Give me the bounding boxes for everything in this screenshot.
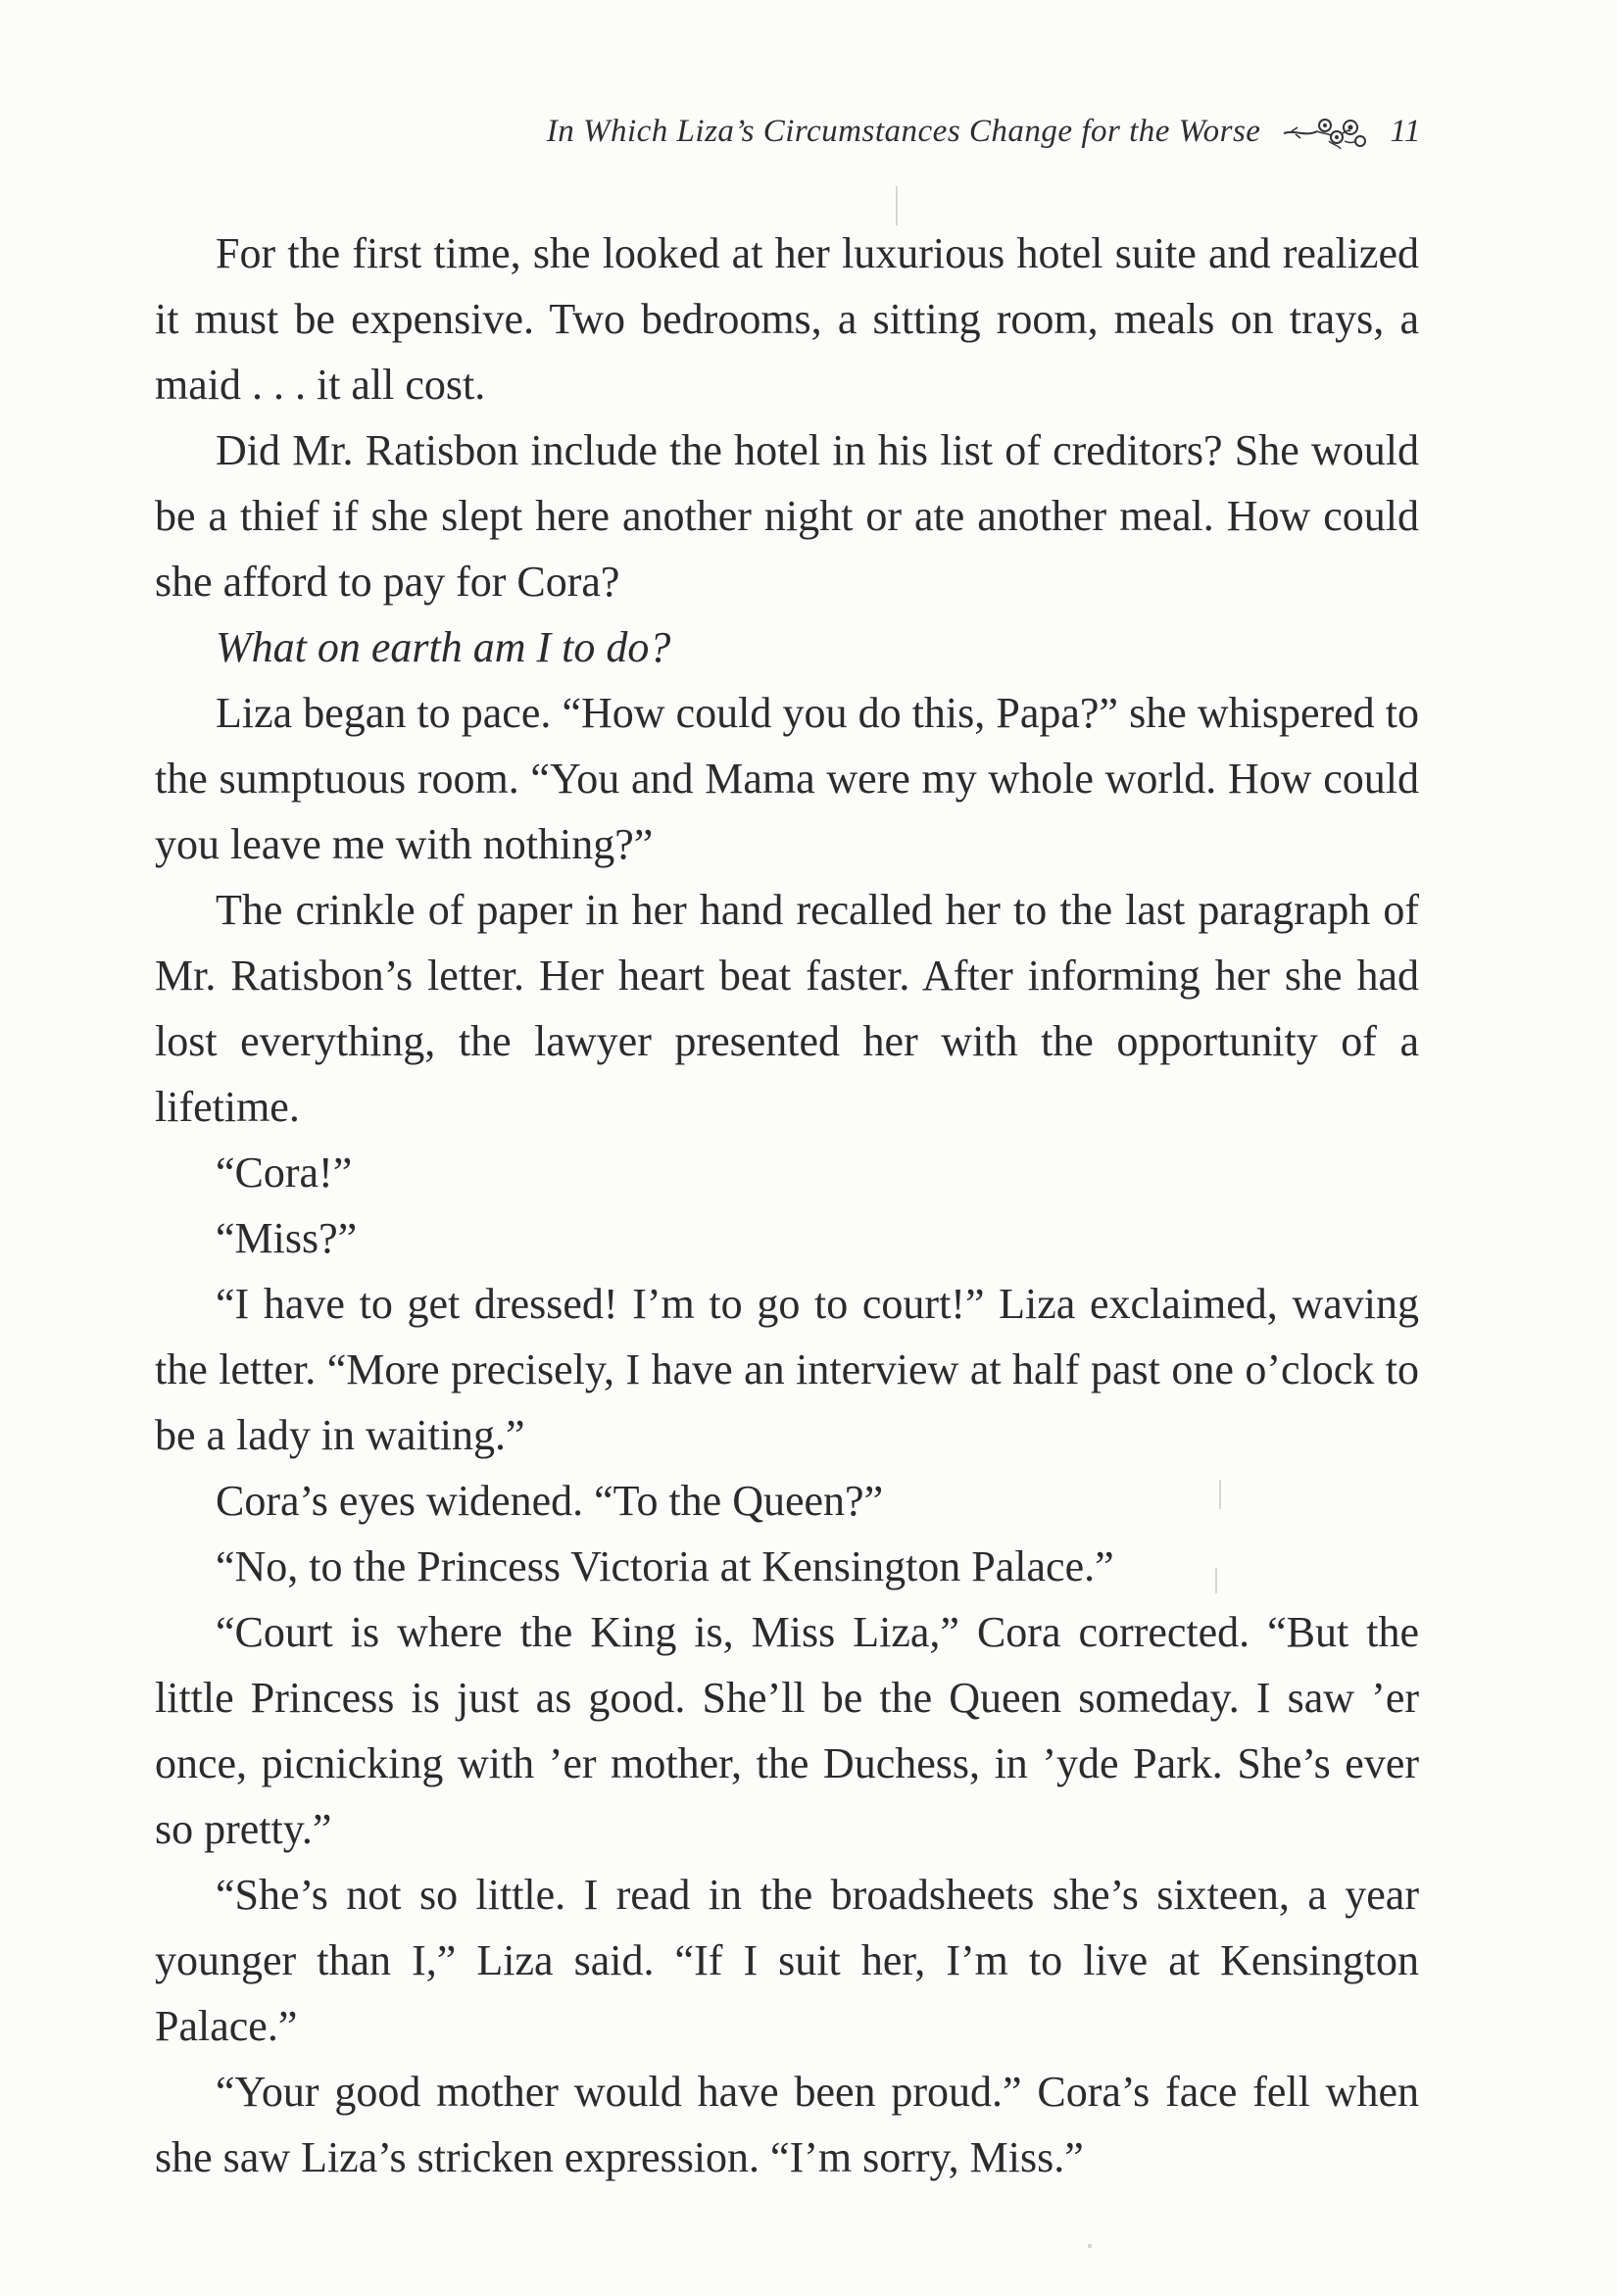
running-head — [157, 102, 1421, 161]
paragraph: “Court is where the King is, Miss Liza,” Cora corrected. “But the little Princess is just as good. She’ll be the Queen someday. I saw ’er once, picnicking with ’er mother, the Duchess, in ’yde Park. She’s ever so pretty.” — [155, 1608, 1419, 1853]
scan-mark — [1215, 1568, 1217, 1593]
paragraph: “Miss?” — [216, 1214, 358, 1262]
paragraph-italic-thought: What on earth am I to do? — [216, 623, 671, 671]
paragraph: Cora’s eyes widened. “To the Queen?” — [216, 1477, 884, 1525]
floral-ornament-icon — [1282, 112, 1368, 151]
page-number: 11 — [1390, 113, 1421, 149]
paragraph: For the first time, she looked at her luxurious hotel suite and realized it must be expensive. Two bedrooms, a sitting room, meals on trays, a maid . . . it all cost. — [155, 229, 1419, 409]
paragraph: “She’s not so little. I read in the broadsheets she’s sixteen, a year younger than I,” Liza said. “If I suit her, I’m to live at Kensington Palace.” — [155, 1871, 1419, 2050]
paragraph: “I have to get dressed! I’m to go to court!” Liza exclaimed, waving the letter. “More precisely, I have an interview at half past one o’clock to be a lady in waiting.” — [155, 1280, 1419, 1459]
scan-mark — [1088, 2244, 1092, 2248]
scan-mark — [896, 186, 898, 225]
scan-mark — [1219, 1480, 1221, 1509]
paragraph: “Your good mother would have been proud.” Cora’s face fell when she saw Liza’s stricken expression. “I’m sorry, Miss.” — [155, 2068, 1419, 2181]
paragraph: Liza began to pace. “How could you do this, Papa?” she whispered to the sumptuous room. “You and Mama were my whole world. How could you leave me with nothing?” — [155, 689, 1419, 868]
paragraph: “No, to the Princess Victoria at Kensington Palace.” — [216, 1542, 1114, 1590]
running-title: In Which Liza’s Circumstances Change for the Worse — [546, 113, 1261, 149]
paragraph: “Cora!” — [216, 1148, 353, 1197]
paragraph: The crinkle of paper in her hand recalled her to the last paragraph of Mr. Ratisbon’s letter. Her heart beat faster. After informing her she had lost everything, the lawyer presented her with the opportunity of a lifetime. — [155, 886, 1419, 1131]
body-text — [155, 220, 1419, 2190]
paragraph: Did Mr. Ratisbon include the hotel in his list of creditors? She would be a thief if she slept here another night or ate another meal. How could she afford to pay for Cora? — [155, 426, 1419, 606]
